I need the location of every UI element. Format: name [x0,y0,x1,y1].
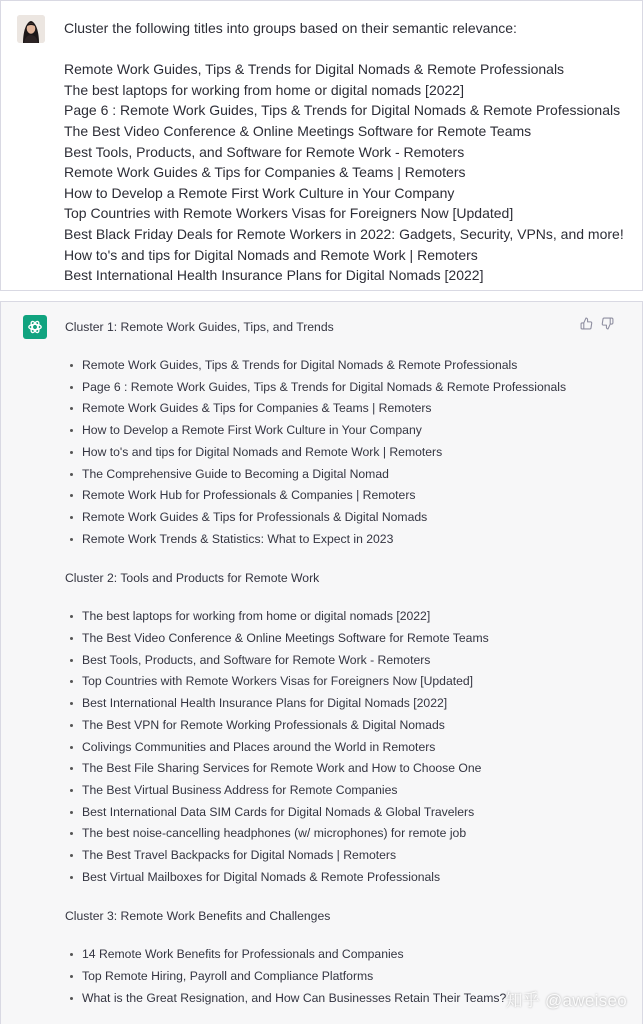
list-item: How to Develop a Remote First Work Culture in Your Company [65,420,625,442]
user-avatar [17,15,45,43]
prompt-title: Best International Health Insurance Plans for Digital Nomads [2022] [64,267,484,284]
list-item: The Best Video Conference & Online Meetings Software for Remote Teams [65,628,625,650]
prompt-title: Page 6 : Remote Work Guides, Tips & Trends for Digital Nomads & Remote Professionals [64,102,621,119]
prompt-title: Top Countries with Remote Workers Visas for Foreigners Now [Updated] [64,205,514,222]
list-item: What is the Great Resignation, and How Can Businesses Retain Their Teams? [65,988,625,1010]
list-item: Remote Work Trends & Statistics: What to Expect in 2023 [65,529,625,551]
list-item: The Best Virtual Business Address for Remote Companies [65,780,625,802]
prompt-title: How to Develop a Remote First Work Culture in Your Company [64,184,455,201]
list-item: Page 6 : Remote Work Guides, Tips & Trends for Digital Nomads & Remote Professionals [65,377,625,399]
list-item: Remote Work Guides & Tips for Professionals & Digital Nomads [65,507,625,529]
list-item: Remote Work Guides, Tips & Trends for Digital Nomads & Remote Professionals [65,355,625,377]
prompt-intro: Cluster the following titles into groups based on their semantic relevance: [64,20,517,36]
list-item: How to's and tips for Digital Nomads and Remote Work | Remoters [65,442,625,464]
prompt-title: The Best Video Conference & Online Meetings Software for Remote Teams [64,122,532,139]
list-item: The Comprehensive Guide to Becoming a Digital Nomad [65,464,625,486]
prompt-title: How to's and tips for Digital Nomads and Remote Work | Remoters [64,246,478,263]
list-item: Top Remote Hiring, Payroll and Compliance Platforms [65,966,625,988]
prompt-title: Best Black Friday Deals for Remote Workers in 2022: Gadgets, Security, VPNs, and more! [64,225,624,242]
cluster-list [65,355,625,550]
cluster-title: Cluster 2: Tools and Products for Remote Work [65,571,320,586]
prompt-title: Best Tools, Products, and Software for Remote Work - Remoters [64,143,465,160]
list-item: Best International Data SIM Cards for Digital Nomads & Global Travelers [65,802,625,824]
list-item: Best International Health Insurance Plans for Digital Nomads [2022] [65,693,625,715]
list-item: The Best Travel Backpacks for Digital Nomads | Remoters [65,845,625,867]
list-item: The best laptops for working from home or digital nomads [2022] [65,606,625,628]
prompt-title: Remote Work Guides & Tips for Companies & Teams | Remoters [64,164,466,181]
list-item: The best noise-cancelling headphones (w/ microphones) for remote job [65,823,625,845]
list-item: The Best VPN for Remote Working Professionals & Digital Nomads [65,715,625,737]
assistant-message [0,301,643,1024]
user-message-text [64,18,634,286]
list-item: Best Virtual Mailboxes for Digital Nomads & Remote Professionals [65,867,625,889]
cluster-title: Cluster 1: Remote Work Guides, Tips, and Trends [65,320,334,334]
list-item: Colivings Communities and Places around the World in Remoters [65,737,625,759]
cluster-title: Cluster 3: Remote Work Benefits and Challenges [65,909,331,924]
list-item: Top Countries with Remote Workers Visas for Foreigners Now [Updated] [65,671,625,693]
assistant-message-text [65,319,625,1024]
user-message [0,0,643,291]
list-item: Best Tools, Products, and Software for Remote Work - Remoters [65,650,625,672]
list-item: Remote Work Guides & Tips for Companies & Teams | Remoters [65,398,625,420]
list-item: Remote Work Hub for Professionals & Companies | Remoters [65,485,625,507]
prompt-title: The best laptops for working from home or digital nomads [2022] [64,81,464,98]
list-item: 14 Remote Work Benefits for Professionals and Companies [65,944,625,966]
prompt-title: Remote Work Guides, Tips & Trends for Digital Nomads & Remote Professionals [64,61,565,78]
openai-logo-icon [23,315,47,339]
list-item: The Best File Sharing Services for Remote Work and How to Choose One [65,758,625,780]
watermark: 知乎 @aweiseo [505,991,627,1010]
cluster-list [65,606,625,888]
